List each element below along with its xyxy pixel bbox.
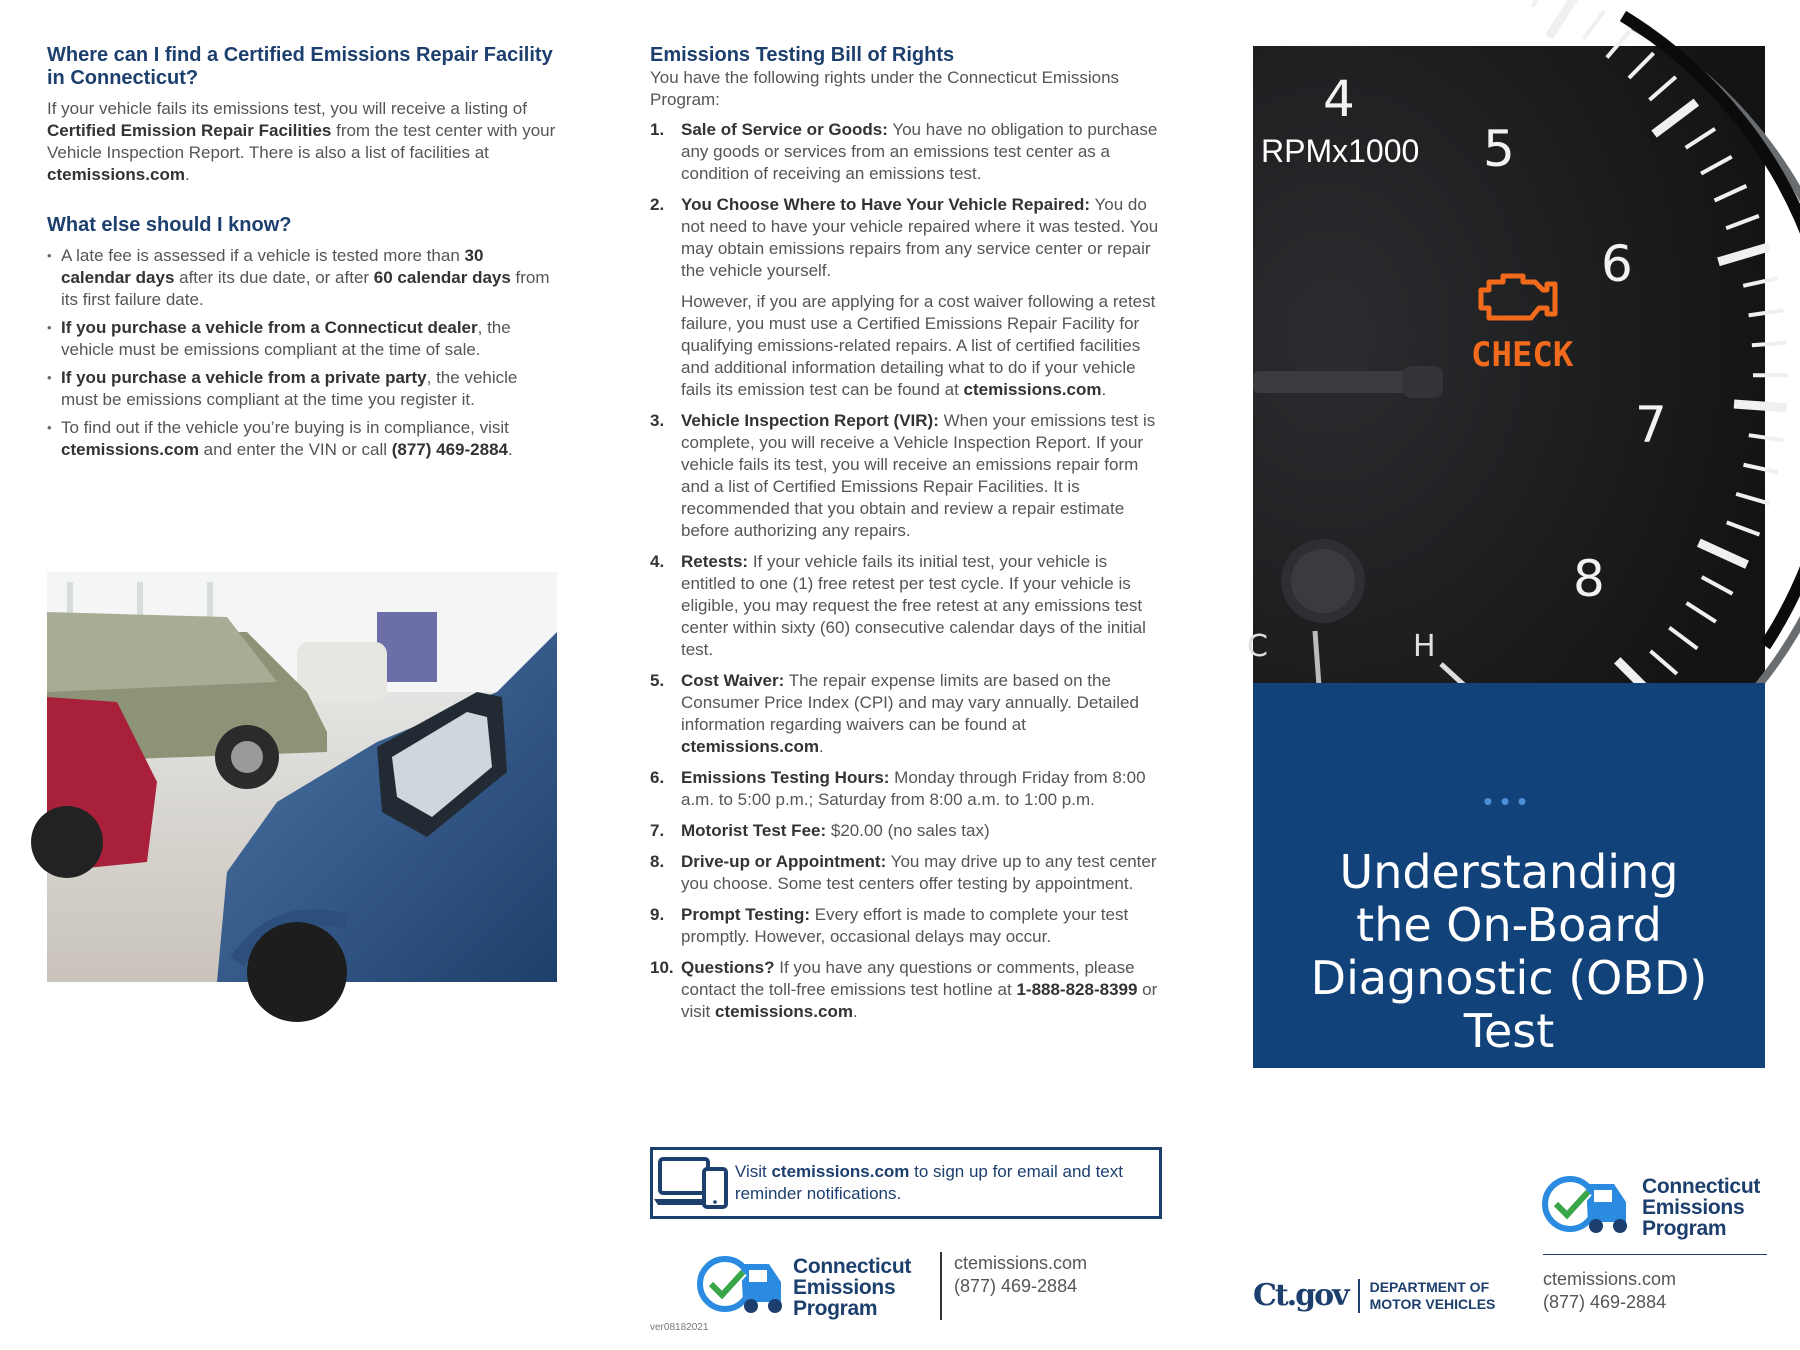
decorative-dots: ••• (1483, 786, 1535, 816)
contact-right (1543, 1268, 1676, 1314)
right-item-text: Cost Waiver: The repair expense limits are based on the Consumer Price Index (CPI) and may vary annually. Detailed information regarding waivers can be found at ctemissions.com. (681, 671, 1139, 756)
right-item-4 (650, 551, 1160, 661)
what-else-list (47, 245, 557, 461)
right-item-text: Motorist Test Fee: $20.00 (no sales tax) (681, 821, 990, 840)
logo-line-1: Connecticut (793, 1255, 912, 1278)
dmv-logo (1253, 1278, 1495, 1313)
dmv-line-2: MOTOR VEHICLES (1369, 1295, 1496, 1312)
bill-of-rights-intro: You have the following rights under the Connecticut Emissions Program: (650, 68, 1120, 109)
ctgov-logo: Ct.gov (1253, 1278, 1348, 1313)
right-item-7 (650, 820, 1160, 842)
right-item-2 (650, 194, 1160, 401)
version-code: ver08182021 (650, 1322, 709, 1333)
right-item-number: 5. (650, 671, 665, 690)
reminder-signup-box (650, 1147, 1162, 1219)
right-item-text: You Choose Where to Have Your Vehicle Repaired: You do not need to have your vehicle repaired where it was tested. You may obtain emissions repairs from any service center or repair the vehicle yourself. (681, 195, 1159, 280)
gauge-tick (1583, 11, 1604, 39)
phone-number[interactable]: (877) 469-2884 (954, 1276, 1078, 1296)
contact-middle (940, 1252, 1087, 1320)
left-column (47, 44, 557, 467)
right-item-text: Sale of Service or Goods: You have no obligation to purchase any goods or services from an emissions test center as a condition of receiving an emissions test. (681, 120, 1158, 183)
showroom-car-photo (47, 572, 557, 982)
website-link[interactable]: ctemissions.com (1543, 1269, 1677, 1289)
right-item-8 (650, 851, 1160, 895)
right-item-number: 8. (650, 852, 665, 871)
right-item-10 (650, 957, 1160, 1023)
right-item-3 (650, 410, 1160, 542)
logo-line-1: Connecticut (1642, 1175, 1761, 1198)
gauge-tick (1752, 343, 1787, 346)
right-item-6 (650, 767, 1160, 811)
gauge-number-4: 4 (1323, 70, 1355, 128)
right-item-text: Prompt Testing: Every effort is made to complete your test promptly. However, occasional delays may occur. (681, 905, 1129, 946)
right-item-1 (650, 119, 1160, 185)
right-item-text: Vehicle Inspection Report (VIR): When your emissions test is complete, you will receive a Vehicle Inspection Report. If your vehicle fails its test, you will receive an emissions repair form and a list of Certified Emissions Repair Facilities. It is recommended that you obtain and review a repair estimate before authorizing any repairs. (681, 411, 1156, 540)
title-line-3: Diagnostic (OBD) (1310, 951, 1708, 1005)
check-engine-text: CHECK (1471, 335, 1574, 375)
right-item-number: 3. (650, 411, 665, 430)
right-item-number: 6. (650, 768, 665, 787)
right-item-text: Retests: If your vehicle fails its initial test, your vehicle is entitled to one (1) free retest per test cycle. If your vehicle is eligible, you may request the free retest at any emissions test center within sixty (60) consecutive calendar days of the initial test. (681, 552, 1146, 659)
logo-line-2: Emissions (793, 1276, 896, 1299)
logo-line-2: Emissions (1642, 1196, 1745, 1219)
bullet-private-party: • If you purchase a vehicle from a private party, the vehicle must be emissions compliant at the time you register it. (47, 367, 557, 411)
bill-of-rights-title: Emissions Testing Bill of Rights (650, 44, 955, 66)
website-link[interactable]: ctemissions.com (954, 1253, 1088, 1273)
gauge-number-7: 7 (1635, 396, 1667, 454)
logo-line-3: Program (793, 1297, 878, 1320)
cover-title (1253, 846, 1765, 1058)
cover-panel (1247, 46, 1765, 1068)
right-item-text: Drive-up or Appointment: You may drive up to any test center you choose. Some test centers offer testing by appointment. (681, 852, 1157, 893)
right-item-extra-text: However, if you are applying for a cost waiver following a retest failure, you must use a Certified Emissions Repair Facility for qualifying emissions-related repairs. A list of certified facilities and additional information detailing what to do if your vehicle fails its emission test can be found at ctemissions.com. (681, 292, 1156, 399)
cep-logo-text (1642, 1176, 1760, 1239)
dmv-text (1358, 1279, 1496, 1313)
cep-logo-text (793, 1256, 911, 1319)
reminder-text: Visit ctemissions.com to sign up for email and text reminder notifications. (734, 1162, 1123, 1203)
heading-what-else: What else should I know? (47, 214, 292, 236)
right-item-9 (650, 904, 1160, 948)
gauge-number-8: 8 (1573, 550, 1605, 608)
heading-find-repair-facility: Where can I find a Certified Emissions Repair Facility in Connecticut? (47, 44, 553, 89)
right-item-number: 2. (650, 195, 665, 214)
gauge-tick (1533, 0, 1550, 7)
phone-number[interactable]: (877) 469-2884 (1543, 1292, 1667, 1312)
rights-list (650, 119, 1160, 1023)
find-repair-paragraph: If your vehicle fails its emissions test, you will receive a listing of Certified Emission Repair Facilities from the test center with your Vehicle Inspection Report. There is also a list of facilities at ctemissions.com. (47, 99, 556, 184)
gauge-number-5: 5 (1483, 120, 1515, 178)
cep-logo-right (1540, 1172, 1760, 1243)
right-item-5 (650, 670, 1160, 758)
title-line-1: Understanding (1339, 845, 1679, 899)
car-check-icon (1540, 1172, 1632, 1243)
tachometer-photo (1247, 46, 1765, 683)
gauge-c-label: C (1247, 629, 1268, 664)
bullet-compliance-check: • To find out if the vehicle you’re buying is in compliance, visit ctemissions.com and enter the VIN or call (877) 469-2884. (47, 417, 557, 461)
devices-icon (653, 1150, 735, 1216)
dmv-line-1: DEPARTMENT OF (1369, 1278, 1490, 1295)
bullet-late-fee: • A late fee is assessed if a vehicle is tested more than 30 calendar days after its due date, or after 60 calendar days from its first failure date. (47, 245, 557, 311)
title-line-2: the On-Board (1356, 898, 1662, 952)
bill-of-rights-column (650, 44, 1160, 1032)
divider-rule (1543, 1254, 1767, 1255)
gauge-h-label: H (1413, 629, 1436, 664)
right-item-number: 9. (650, 905, 665, 924)
car-check-icon (695, 1252, 787, 1323)
right-item-number: 1. (650, 120, 665, 139)
logo-line-3: Program (1642, 1217, 1727, 1240)
right-item-text: Emissions Testing Hours: Monday through Friday from 8:00 a.m. to 5:00 p.m.; Saturday from 8:00 a.m. to 1:00 p.m. (681, 768, 1146, 809)
cep-logo-middle (695, 1252, 911, 1323)
right-item-text: Questions? If you have any questions or comments, please contact the toll-free emissions test hotline at 1-888-828-8399 or visit ctemissions.com. (681, 958, 1158, 1021)
gauge-tick (1734, 404, 1787, 408)
rpm-label: RPMx1000 (1261, 133, 1420, 169)
bullet-dealer: • If you purchase a vehicle from a Connecticut dealer, the vehicle must be emissions compliant at the time of sale. (47, 317, 557, 361)
title-line-4: Test (1463, 1004, 1555, 1058)
gauge-number-6: 6 (1601, 235, 1633, 293)
right-item-number: 7. (650, 821, 665, 840)
right-item-number: 10. (650, 958, 674, 977)
gauge-tick (1549, 0, 1577, 37)
right-item-number: 4. (650, 552, 665, 571)
